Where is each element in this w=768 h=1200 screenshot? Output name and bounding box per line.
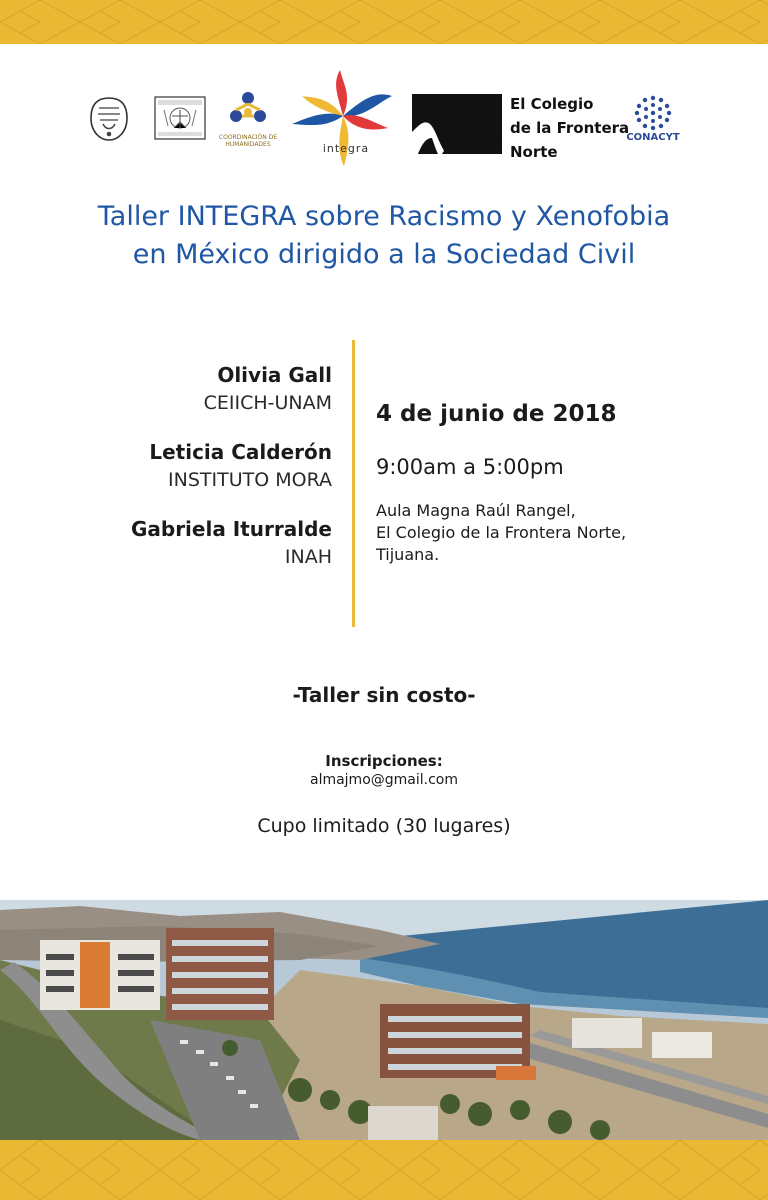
- registration-label: Inscripciones:: [325, 752, 443, 770]
- speaker: [12, 437, 332, 493]
- colef-line: de la Frontera: [510, 119, 630, 137]
- conacyt-caption: CONACYT: [626, 132, 680, 143]
- bottom-decorative-band: [0, 1140, 768, 1200]
- colef-line: El Colegio: [510, 95, 594, 113]
- place-line: Aula Magna Raúl Rangel,: [376, 501, 576, 520]
- conacyt-logo: [634, 94, 672, 132]
- colef-name: [510, 92, 629, 164]
- place-line: El Colegio de la Frontera Norte,: [376, 523, 627, 542]
- speaker-name: Olivia Gall: [217, 363, 332, 387]
- title-line: en México dirigido a la Sociedad Civil: [132, 239, 636, 270]
- speaker-org: INAH: [284, 546, 332, 568]
- registration-email[interactable]: almajmo@gmail.com: [309, 772, 458, 788]
- coordinacion-humanidades-logo: [226, 90, 270, 130]
- speaker-name: Leticia Calderón: [149, 440, 332, 464]
- event-date: 4 de junio de 2018: [376, 401, 617, 427]
- integra-caption: integra: [322, 142, 370, 155]
- place-line: Tijuana.: [376, 545, 440, 564]
- speakers-list: [12, 360, 332, 591]
- capacity-note: Cupo limitado (30 lugares): [257, 815, 511, 837]
- colef-line: Norte: [510, 143, 558, 161]
- event-place: [376, 500, 756, 566]
- campus-photo: [0, 900, 768, 1140]
- colef-logo: [412, 94, 502, 154]
- speaker-org: INSTITUTO MORA: [168, 469, 332, 491]
- vertical-divider: [352, 340, 355, 627]
- event-details: [376, 396, 756, 566]
- unam-logo: [88, 96, 130, 142]
- speaker-org: CEIICH-UNAM: [203, 392, 332, 414]
- top-decorative-band: [0, 0, 768, 44]
- speaker: [12, 360, 332, 416]
- page-title: [0, 198, 768, 274]
- coordinacion-caption: COORDINACIÓN DE HUMANIDADES: [218, 134, 278, 148]
- ceiich-logo: [154, 96, 206, 140]
- speaker-name: Gabriela Iturralde: [130, 517, 332, 541]
- event-time: 9:00am a 5:00pm: [376, 455, 564, 479]
- speaker: [12, 514, 332, 570]
- cost-note: -Taller sin costo-: [292, 683, 476, 707]
- title-line: Taller INTEGRA sobre Racismo y Xenofobia: [97, 201, 671, 232]
